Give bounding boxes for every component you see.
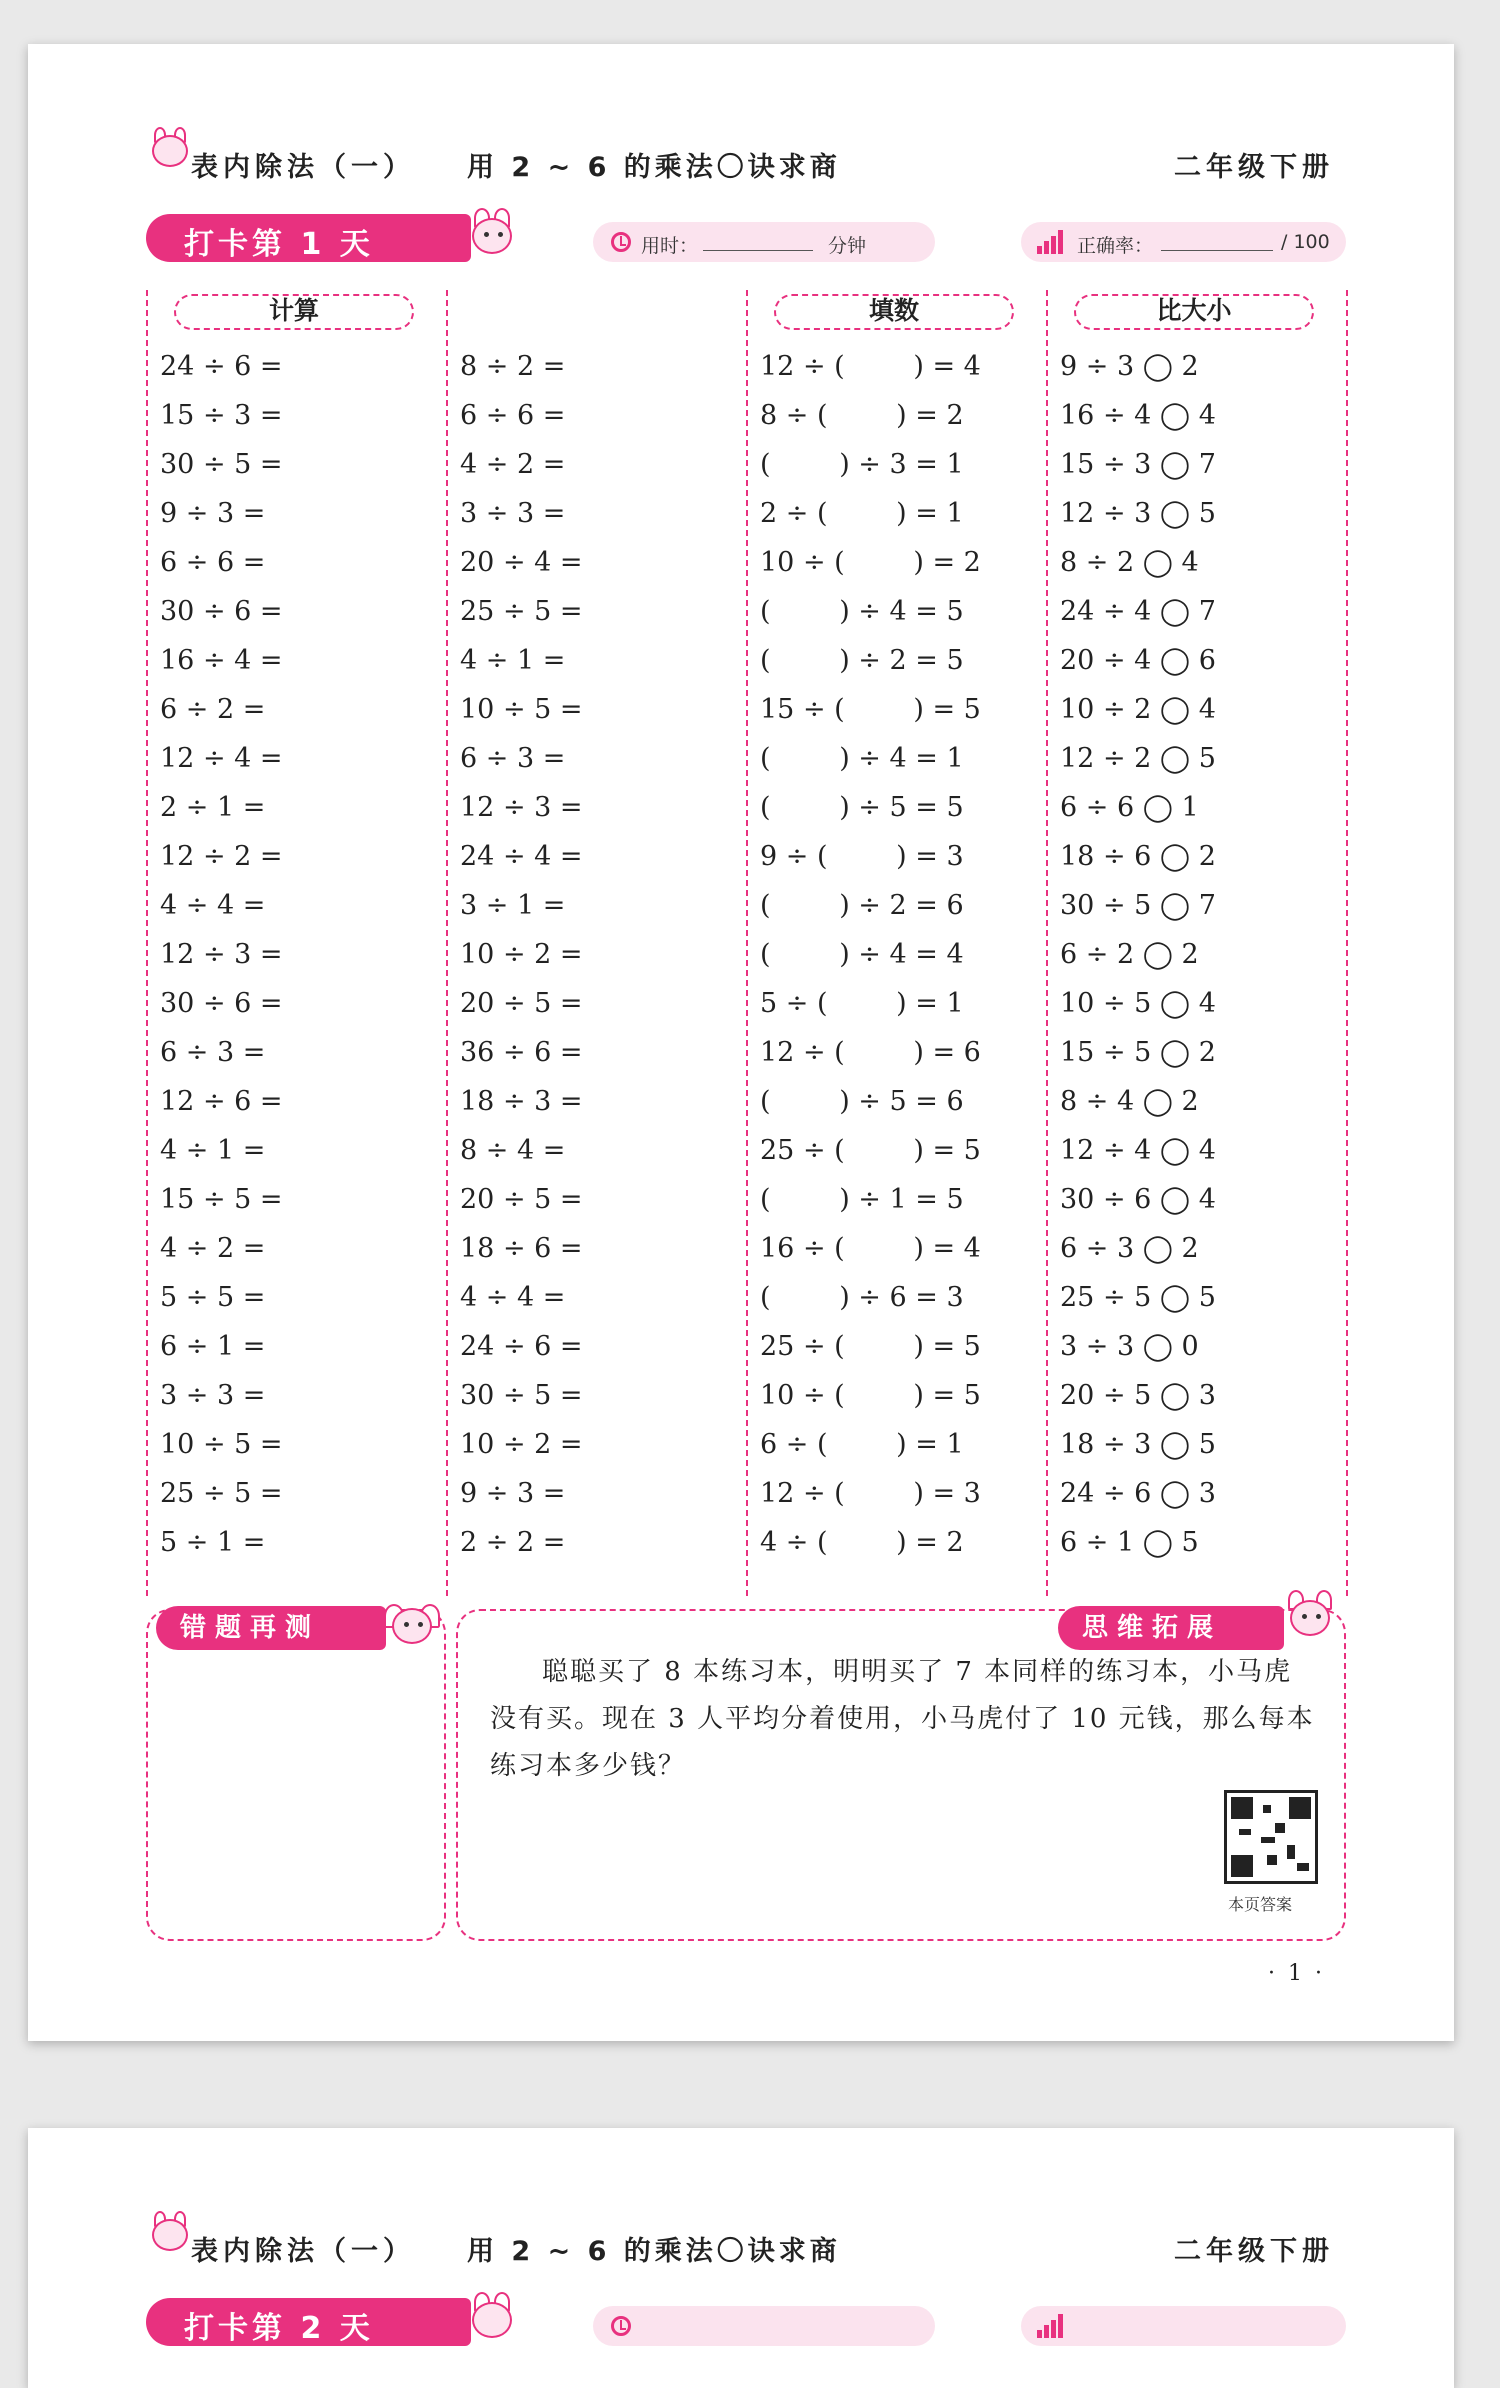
accuracy-blank[interactable] <box>1161 250 1273 251</box>
calc-problem[interactable]: 25 ÷ 5 = <box>160 1478 283 1509</box>
calc-problem[interactable]: 6 ÷ 3 = <box>460 743 566 774</box>
compare-problem[interactable]: 16 ÷ 4 ◯ 4 <box>1060 400 1216 431</box>
fill-in-problem[interactable]: 9 ÷ ( ) = 3 <box>760 841 964 872</box>
time-unit: 分钟 <box>828 235 867 257</box>
day-banner-2 <box>146 2298 471 2346</box>
compare-problem[interactable]: 9 ÷ 3 ◯ 2 <box>1060 351 1199 382</box>
compare-problem[interactable]: 30 ÷ 6 ◯ 4 <box>1060 1184 1216 1215</box>
fill-in-problem[interactable]: 25 ÷ ( ) = 5 <box>760 1135 981 1166</box>
calc-problem[interactable]: 10 ÷ 5 = <box>160 1429 283 1460</box>
compare-problem[interactable]: 18 ÷ 3 ◯ 5 <box>1060 1429 1216 1460</box>
calc-problem[interactable]: 16 ÷ 4 = <box>160 645 283 676</box>
fill-in-problem[interactable]: 6 ÷ ( ) = 1 <box>760 1429 964 1460</box>
day-banner <box>146 214 471 262</box>
compare-problem[interactable]: 20 ÷ 5 ◯ 3 <box>1060 1380 1216 1411</box>
word-problem-text: 聪聪买了 8 本练习本，明明买了 7 本同样的练习本，小马虎没有买。现在 3 人平均分着使用，小马虎付了 10 元钱，那么每本练习本多少钱？ <box>490 1657 1315 1781</box>
compare-problem[interactable]: 10 ÷ 2 ◯ 4 <box>1060 694 1216 725</box>
fill-in-problem[interactable]: 25 ÷ ( ) = 5 <box>760 1331 981 1362</box>
word-problem <box>490 1649 1316 1790</box>
bar-chart-icon-2 <box>1037 2314 1065 2338</box>
compare-problem[interactable]: 15 ÷ 3 ◯ 7 <box>1060 449 1216 480</box>
fill-in-problem[interactable]: 15 ÷ ( ) = 5 <box>760 694 981 725</box>
calc-column-2 <box>446 290 746 1596</box>
worksheet-page-1 <box>28 44 1454 2041</box>
chapter-subtitle: 用 2 ~ 6 的乘法〇诀求商 <box>467 152 841 183</box>
calc-problem[interactable]: 25 ÷ 5 = <box>460 596 583 627</box>
calc-problem[interactable]: 15 ÷ 3 = <box>160 400 283 431</box>
calc-problem[interactable]: 8 ÷ 4 = <box>460 1135 566 1166</box>
calc-problem[interactable]: 4 ÷ 4 = <box>460 1282 566 1313</box>
accuracy-label: 正确率： <box>1077 235 1154 257</box>
fill-in-problem[interactable]: 12 ÷ ( ) = 3 <box>760 1478 981 1509</box>
calc-problem[interactable]: 18 ÷ 3 = <box>460 1086 583 1117</box>
day-banner-label: 打卡第 1 天 <box>184 227 374 262</box>
calc-problem[interactable]: 6 ÷ 1 = <box>160 1331 266 1362</box>
compare-problem[interactable]: 24 ÷ 6 ◯ 3 <box>1060 1478 1216 1509</box>
calc-problem[interactable]: 6 ÷ 6 = <box>160 547 266 578</box>
clock-icon-2 <box>611 2316 631 2336</box>
thinking-tag: 思维拓展 <box>1058 1606 1284 1650</box>
time-field <box>593 222 935 262</box>
calc-problem[interactable]: 12 ÷ 2 = <box>160 841 283 872</box>
chapter-subtitle-2: 用 2 ~ 6 的乘法〇诀求商 <box>467 2236 841 2267</box>
fill-in-problem[interactable]: ( ) ÷ 4 = 5 <box>760 596 964 627</box>
compare-problem[interactable]: 3 ÷ 3 ◯ 0 <box>1060 1331 1199 1362</box>
calc-problem[interactable]: 30 ÷ 6 = <box>160 988 283 1019</box>
calc-problem[interactable]: 9 ÷ 3 = <box>160 498 266 529</box>
calc-problem[interactable]: 18 ÷ 6 = <box>460 1233 583 1264</box>
compare-problem[interactable]: 30 ÷ 5 ◯ 7 <box>1060 890 1216 921</box>
calc-problem[interactable]: 20 ÷ 5 = <box>460 988 583 1019</box>
chapter-title-2: 表内除法（一） <box>191 2236 415 2267</box>
fill-in-problem[interactable]: ( ) ÷ 4 = 4 <box>760 939 964 970</box>
grade-label: 二年级下册 <box>1174 152 1334 183</box>
error-retest-box[interactable] <box>146 1609 446 1941</box>
accuracy-total: / 100 <box>1281 231 1330 253</box>
compare-column <box>1046 290 1346 1596</box>
calc-problem[interactable]: 3 ÷ 1 = <box>460 890 566 921</box>
compare-problem[interactable]: 12 ÷ 2 ◯ 5 <box>1060 743 1216 774</box>
compare-problem[interactable]: 12 ÷ 4 ◯ 4 <box>1060 1135 1216 1166</box>
fill-header: 填数 <box>774 294 1014 330</box>
page-header <box>28 139 1454 189</box>
compare-problem[interactable]: 8 ÷ 4 ◯ 2 <box>1060 1086 1199 1117</box>
fill-in-problem[interactable]: 4 ÷ ( ) = 2 <box>760 1527 964 1558</box>
qr-label: 本页答案 <box>1228 1895 1293 1914</box>
fill-column <box>746 290 1046 1596</box>
calc-problem[interactable]: 20 ÷ 4 = <box>460 547 583 578</box>
calc-problem[interactable]: 3 ÷ 3 = <box>160 1380 266 1411</box>
calc-problem[interactable]: 5 ÷ 5 = <box>160 1282 266 1313</box>
fill-in-problem[interactable]: 16 ÷ ( ) = 4 <box>760 1233 981 1264</box>
accuracy-field <box>1021 222 1346 262</box>
kangaroo-mascot-icon-2 <box>460 2288 524 2352</box>
compare-problem[interactable]: 15 ÷ 5 ◯ 2 <box>1060 1037 1216 1068</box>
compare-problem[interactable]: 10 ÷ 5 ◯ 4 <box>1060 988 1216 1019</box>
compare-problem[interactable]: 6 ÷ 6 ◯ 1 <box>1060 792 1199 823</box>
calc-problem[interactable]: 4 ÷ 2 = <box>160 1233 266 1264</box>
calc-problem[interactable]: 15 ÷ 5 = <box>160 1184 283 1215</box>
compare-problem[interactable]: 25 ÷ 5 ◯ 5 <box>1060 1282 1216 1313</box>
calc-problem[interactable]: 6 ÷ 2 = <box>160 694 266 725</box>
calc-problem[interactable]: 30 ÷ 6 = <box>160 596 283 627</box>
fill-in-problem[interactable]: ( ) ÷ 2 = 5 <box>760 645 964 676</box>
fill-in-problem[interactable]: 2 ÷ ( ) = 1 <box>760 498 964 529</box>
qr-code-icon[interactable] <box>1224 1790 1318 1884</box>
calc-problem[interactable]: 4 ÷ 1 = <box>160 1135 266 1166</box>
compare-problem[interactable]: 12 ÷ 3 ◯ 5 <box>1060 498 1216 529</box>
calc-problem[interactable]: 4 ÷ 1 = <box>460 645 566 676</box>
calc-problem[interactable]: 4 ÷ 2 = <box>460 449 566 480</box>
fill-in-problem[interactable]: 12 ÷ ( ) = 4 <box>760 351 981 382</box>
calc-problem[interactable]: 12 ÷ 3 = <box>160 939 283 970</box>
calc-problem[interactable]: 2 ÷ 1 = <box>160 792 266 823</box>
fill-in-problem[interactable]: ( ) ÷ 3 = 1 <box>760 449 964 480</box>
calc-problem[interactable]: 24 ÷ 4 = <box>460 841 583 872</box>
fill-in-problem[interactable]: ( ) ÷ 5 = 6 <box>760 1086 964 1117</box>
fill-in-problem[interactable]: ( ) ÷ 5 = 5 <box>760 792 964 823</box>
fill-in-problem[interactable]: ( ) ÷ 2 = 6 <box>760 890 964 921</box>
fill-in-problem[interactable]: ( ) ÷ 4 = 1 <box>760 743 964 774</box>
puppy-mascot-icon <box>1278 1586 1342 1650</box>
accuracy-field-2 <box>1021 2306 1346 2346</box>
clock-icon <box>611 232 631 252</box>
compare-header: 比大小 <box>1074 294 1314 330</box>
calc-problem[interactable]: 6 ÷ 3 = <box>160 1037 266 1068</box>
chapter-title: 表内除法（一） <box>191 152 415 183</box>
calc-problem[interactable]: 12 ÷ 4 = <box>160 743 283 774</box>
elephant-mascot-icon <box>380 1594 444 1658</box>
calc-problem[interactable]: 4 ÷ 4 = <box>160 890 266 921</box>
calc-problem[interactable]: 5 ÷ 1 = <box>160 1527 266 1558</box>
calc-column-1 <box>146 290 446 1596</box>
compare-problem[interactable]: 18 ÷ 6 ◯ 2 <box>1060 841 1216 872</box>
time-field-2 <box>593 2306 935 2346</box>
compare-problem[interactable]: 24 ÷ 4 ◯ 7 <box>1060 596 1216 627</box>
calc-problem[interactable]: 24 ÷ 6 = <box>160 351 283 382</box>
compare-problem[interactable]: 6 ÷ 3 ◯ 2 <box>1060 1233 1199 1264</box>
fill-in-problem[interactable]: ( ) ÷ 1 = 5 <box>760 1184 964 1215</box>
exercise-columns <box>146 290 1346 1596</box>
calc-problem[interactable]: 30 ÷ 5 = <box>160 449 283 480</box>
page-number: · 1 · <box>1268 1961 1325 1986</box>
calc-problem[interactable]: 3 ÷ 3 = <box>460 498 566 529</box>
calc-header: 计算 <box>174 294 414 330</box>
compare-problem[interactable]: 6 ÷ 1 ◯ 5 <box>1060 1527 1199 1558</box>
page-header-2 <box>28 2223 1454 2273</box>
grade-label-2: 二年级下册 <box>1174 2236 1334 2267</box>
calc-problem[interactable]: 2 ÷ 2 = <box>460 1527 566 1558</box>
calc-problem[interactable]: 10 ÷ 2 = <box>460 1429 583 1460</box>
fill-in-problem[interactable]: ( ) ÷ 6 = 3 <box>760 1282 964 1313</box>
calc-problem[interactable]: 9 ÷ 3 = <box>460 1478 566 1509</box>
kangaroo-mascot-icon <box>460 204 524 268</box>
day-banner-label-2: 打卡第 2 天 <box>184 2311 374 2346</box>
fill-in-problem[interactable]: 10 ÷ ( ) = 5 <box>760 1380 981 1411</box>
calc-problem[interactable]: 20 ÷ 5 = <box>460 1184 583 1215</box>
fill-in-problem[interactable]: 10 ÷ ( ) = 2 <box>760 547 981 578</box>
fill-in-problem[interactable]: 12 ÷ ( ) = 6 <box>760 1037 981 1068</box>
compare-problem[interactable]: 8 ÷ 2 ◯ 4 <box>1060 547 1199 578</box>
fill-in-problem[interactable]: 8 ÷ ( ) = 2 <box>760 400 964 431</box>
calc-problem[interactable]: 8 ÷ 2 = <box>460 351 566 382</box>
compare-problem[interactable]: 6 ÷ 2 ◯ 2 <box>1060 939 1199 970</box>
calc-problem[interactable]: 24 ÷ 6 = <box>460 1331 583 1362</box>
calc-problem[interactable]: 30 ÷ 5 = <box>460 1380 583 1411</box>
calc-problem[interactable]: 12 ÷ 3 = <box>460 792 583 823</box>
worksheet-page-2 <box>28 2128 1454 2388</box>
error-retest-tag: 错题再测 <box>156 1606 386 1650</box>
calc-problem[interactable]: 6 ÷ 6 = <box>460 400 566 431</box>
calc-problem[interactable]: 12 ÷ 6 = <box>160 1086 283 1117</box>
compare-problem[interactable]: 20 ÷ 4 ◯ 6 <box>1060 645 1216 676</box>
time-label: 用时： <box>641 235 699 257</box>
calc-problem[interactable]: 10 ÷ 5 = <box>460 694 583 725</box>
calc-problem[interactable]: 36 ÷ 6 = <box>460 1037 583 1068</box>
time-blank[interactable] <box>703 250 813 251</box>
fill-in-problem[interactable]: 5 ÷ ( ) = 1 <box>760 988 964 1019</box>
bar-chart-icon <box>1037 230 1065 254</box>
calc-problem[interactable]: 10 ÷ 2 = <box>460 939 583 970</box>
